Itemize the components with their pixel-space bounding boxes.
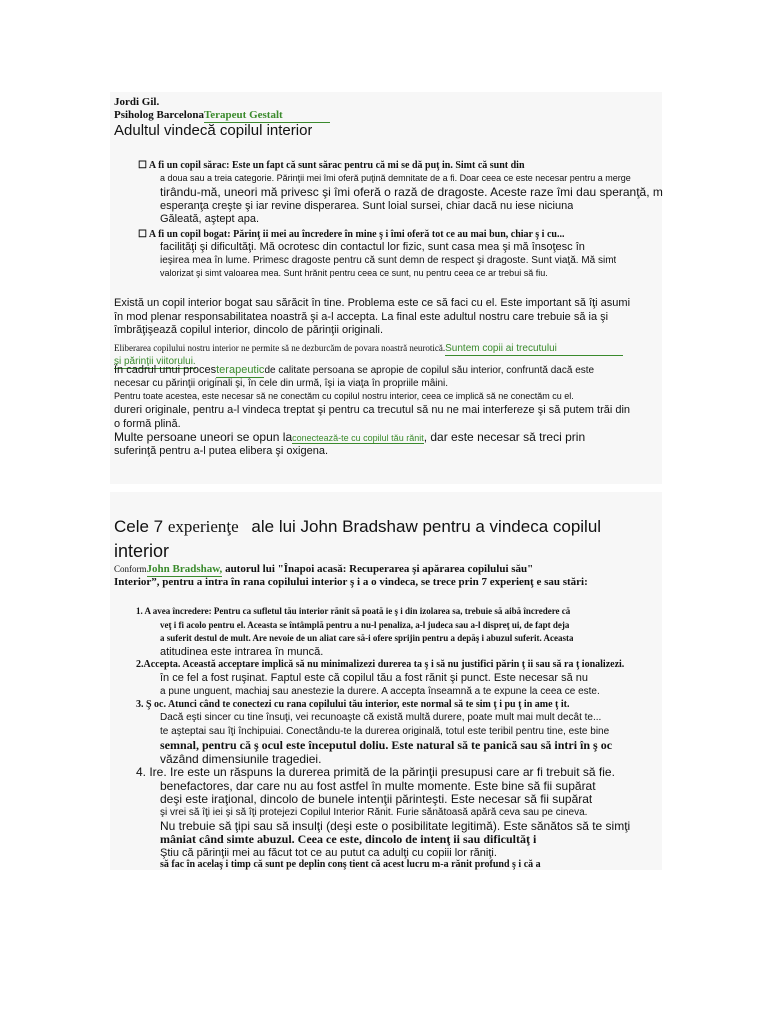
experience-item: şi vrei să îţi iei şi să îţi protejezi Copilul Interior Rănit. Furie sănătoasă apără ceva sau pe cineva. — [160, 807, 588, 818]
paragraph-line: Există un copil interior bogat sau sărăcit în tine. Problema este ce să faci cu el. Este important să îţi asumi — [114, 297, 631, 309]
rich-child-text: ieşirea mea în lume. Primesc dragoste pentru că sunt demn de respect şi dragoste. Sunt viaţă. Mă simt — [160, 255, 617, 266]
experience-item: în ce fel a fost ruşinat. Faptul este că copilul tău a fost rănit şi punct. Este necesar să nu — [160, 672, 589, 684]
john-bradshaw-link[interactable]: John Bradshaw, — [146, 563, 223, 575]
poor-child-text: esperanţa creşte şi iar revine disperarea. Sunt loial sursei, chiar dacă nu iese niciuna — [160, 200, 574, 212]
paragraph-text: , dar este necesar să treci prin — [423, 431, 586, 444]
future-parents-link[interactable]: şi părinţii viitorului. — [114, 356, 196, 367]
experience-item: semnal, pentru că ş ocul este începutul doliu. Este natural să te panică sau să intri în ş oc — [160, 739, 613, 752]
experience-item: te aşteptai sau îţi închipuiai. Conectându-te la durerea originală, totul este teribil pentru tine, este bine — [160, 726, 610, 737]
experience-item: văzând dimensiunile tragediei. — [160, 753, 322, 766]
wounded-child-link[interactable]: conectează-te cu copilul tău rănit — [292, 433, 424, 443]
paragraph-line: necesar cu părinţii originali şi, în cele din urmă, îşi ia viaţa în propriile mâini. — [114, 378, 449, 389]
paragraph-line: dureri originale, pentru a-l vindeca treptat şi pentru ca trecutul să nu ne mai interfereze şi să putem trăi din — [114, 404, 631, 416]
page-title: Adultul vindecă copilul interior — [114, 122, 313, 139]
experience-item: 3. Ş oc. Atunci când te conectezi cu rana copilului tău interior, este normal să te sim ţ i pu ţ in ame ţ it. — [136, 699, 570, 710]
rich-child-heading: ☐ A fi un copil bogat: Părinţ ii mei au încredere în mine ş i îmi oferă tot ce au mai bun, chiar ş i cu... — [138, 229, 565, 240]
paragraph-line: suferinţă pentru a-l putea elibera şi oxigena. — [114, 445, 329, 457]
experience-item: deşi este iraţional, dincolo de bunele intenţii părinteşti. Este necesar să fii supărat — [160, 793, 593, 806]
intro-text: Conform — [114, 564, 147, 574]
paragraph-line: în mod plenar responsabilitatea noastră şi a-l accepta. La final este adultul nostru care trebuie să ia şi — [114, 311, 609, 323]
intro-text: autorul lui "Înapoi acasă: Recuperarea şi apărarea copilului său" — [225, 563, 534, 575]
experience-item: Ştiu că părinţii mei au făcut tot ce au putut ca adulţi cu copiii lor răniţi. — [160, 847, 497, 859]
author-name: Jordi Gil. — [114, 96, 160, 108]
experience-item: Nu trebuie să ţipi sau să insulţi (deşi este o posibilitate legitimă). Este sănătos să te simţi — [160, 820, 631, 833]
paragraph-line: o formă plină. — [114, 418, 181, 430]
section-title-part: Cele 7 — [114, 517, 164, 536]
paragraph-text: de calitate persoana se apropie de copilul său interior, confruntă dacă este — [264, 365, 595, 376]
paragraph-text: Eliberarea copilului nostru interior ne permite să ne dezburcăm de povara noastră neurotică. — [114, 343, 446, 353]
past-children-link[interactable]: Suntem copii ai trecutului — [445, 343, 623, 356]
experience-item: 1. A avea încredere: Pentru ca sufletul tău interior rănit să poată ie ş i din izolarea sa, trebuie să aibă încredere că — [136, 606, 571, 616]
author-role — [114, 109, 330, 123]
experience-item: a suferit destul de mult. Are nevoie de un aliat care să-i ofere sprijin pentru a depăş i abuzul suferit. Aceasta — [160, 633, 574, 643]
section-title-part: ale lui John Bradshaw pentru a vindeca copilul — [251, 517, 602, 536]
experience-item: veţ i fi acolo pentru el. Aceasta se întâmplă pentru a nu-l penaliza, a-l judeca sau a-l dispreţ ui, de fapt deja — [160, 620, 570, 630]
poor-child-text: a doua sau a treia categorie. Părinţii mei îmi oferă puţină demnitate de a fi. Doar ceea ce este necesar pentru a merge — [160, 173, 631, 183]
poor-child-text: tirându-mă, uneori mă privesc şi îmi oferă o rază de dragoste. Aceste raze îmi dau speranţă, m — [160, 186, 663, 199]
rich-child-text: valorizat şi simt valoarea mea. Sunt hrănit pentru ceea ce sunt, nu pentru ceea ce ar trebui să fiu. — [160, 268, 548, 278]
intro-line: Interior”, pentru a intra în rana copilului interior ş i a o vindeca, se trece prin 7 experienţ e sau stări: — [114, 576, 588, 588]
therapeutic-link[interactable]: terapeutic — [216, 364, 265, 376]
experience-item: a pune unguent, machiaj sau anestezie la durere. A accepta înseamnă a te expune la ceea ce este. — [160, 686, 600, 697]
experience-item: benefactores, dar care nu au fost astfel în multe momente. Este bine să fii supărat — [160, 780, 596, 793]
section-title-part: experienţe — [167, 517, 239, 536]
gestalt-therapist-link[interactable]: Terapeut Gestalt — [204, 109, 330, 123]
experience-item: 2.Accepta. Această acceptare implică să nu minimalizezi durerea ta ş i să nu justifici părin ţ ii sau să ra ţ ionalizezi. — [136, 659, 625, 670]
experience-item: să fac în acelaş i timp că sunt pe deplin conş tient că acest lucru m-a rănit profund ş i că a — [160, 859, 541, 870]
poor-child-heading: ☐ A fi un copil sărac: Este un fapt că sunt sărac pentru că mi se dă puţ in. Simt că sunt din — [138, 160, 525, 171]
rich-child-text: facilităţi şi dificultăţi. Mă ocrotesc din contactul lor fizic, sunt casa mea şi mă însoţesc în — [160, 241, 585, 253]
experience-item: Dacă eşti sincer cu tine însuţi, vei recunoaşte că există multă durere, poate mult mai mult decât te... — [160, 712, 602, 723]
shaded-block-top — [110, 92, 662, 484]
experience-item: mâniat când simte abuzul. Ceea ce este, dincolo de intenţ ii sau dificultăţ i — [160, 833, 537, 846]
paragraph-line: îmbrăţişează copilul interior, dincolo de părinţii originali. — [114, 324, 384, 336]
section-title-line2: interior — [114, 541, 170, 561]
paragraph-line — [114, 364, 594, 378]
experience-item: atitudinea este intrarea în muncă. — [160, 646, 324, 658]
experience-item: 4. Ire. Ire este un răspuns la durerea primită de la părinţii presupusi care ar fi trebuit să fie. — [136, 766, 615, 779]
paragraph-line: Pentru toate acestea, este necesar să ne conectăm cu copilul nostru interior, ceea ce implică să ne conectăm cu el. — [114, 391, 574, 401]
paragraph-text: Multe persoane uneori se opun la — [114, 431, 293, 444]
poor-child-text: Găleată, aştept apa. — [160, 213, 260, 225]
author-role-prefix: Psiholog Barcelona — [114, 109, 204, 121]
paragraph-text: În cadrul unui proces — [114, 364, 217, 376]
intro-line — [114, 563, 533, 577]
section-title — [114, 517, 601, 537]
paragraph-line — [114, 431, 585, 445]
